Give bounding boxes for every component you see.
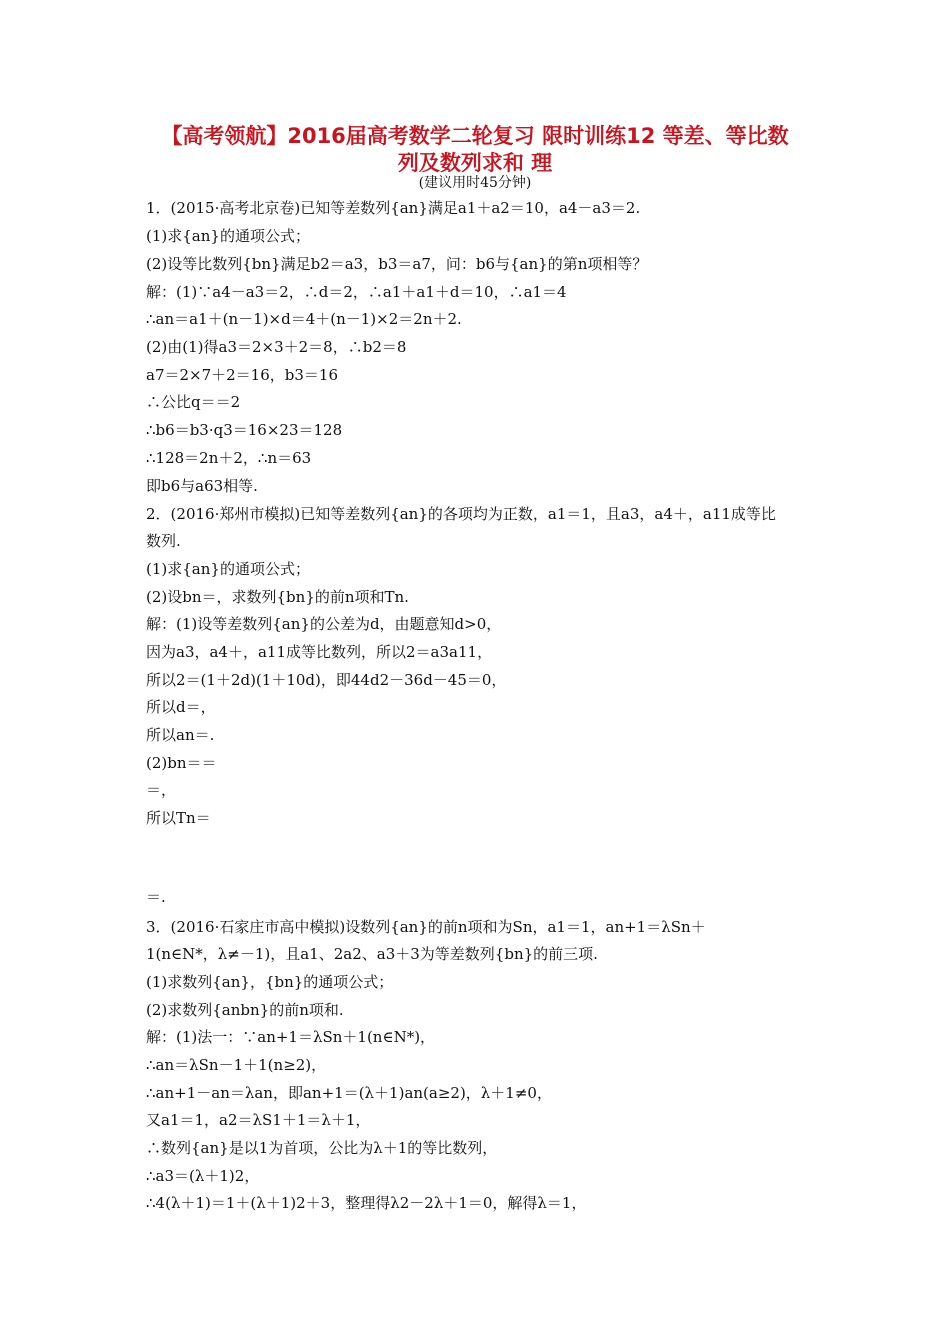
text-line: ∴b6＝b3·q3＝16×23＝128 [146,421,343,439]
text-line: 解：(1)设等差数列{an}的公差为d，由题意知d>0， [146,615,502,633]
text-line: (1)求{an}的通项公式； [146,227,310,245]
text-line: 1．(2015·高考北京卷)已知等差数列{an}满足a1＋a2＝10，a4－a3＝2. [146,199,641,217]
text-line: 所以an＝. [146,726,215,744]
text-line: (2)由(1)得a3＝2×3＋2＝8，∴b2＝8 [146,338,407,356]
text-line: 1(n∈N*，λ≠－1)，且a1、2a2、a3＋3为等差数列{bn}的前三项. [146,945,598,963]
text-line: (2)设等比数列{bn}满足b2＝a3，b3＝a7，问：b6与{an}的第n项相等？ [146,255,648,273]
text-line: ＝. [146,888,166,906]
text-line: ＝， [146,781,177,799]
text-line: (1)求{an}的通项公式； [146,560,310,578]
text-line: ∴4(λ＋1)＝1＋(λ＋1)2＋3，整理得λ2－2λ＋1＝0，解得λ＝1， [146,1194,587,1212]
text-line: 因为a3，a4＋，a11成等比数列，所以2＝a3a11， [146,643,493,661]
text-line: 即b6与a63相等. [146,477,258,495]
text-line: 解：(1)∵a4－a3＝2，∴d＝2，∴a1＋a1＋d＝10，∴a1＝4 [146,283,567,301]
text-line: ∴公比q＝＝2 [146,393,241,411]
document-title-line-2: 列及数列求和 理 [397,151,553,175]
document-title-line-1: 【高考领航】2016届高考数学二轮复习 限时训练12 等差、等比数 [161,124,789,148]
text-line: 所以d＝， [146,698,216,716]
text-line: ∴数列{an}是以1为首项，公比为λ＋1的等比数列， [146,1139,498,1157]
text-line: (2)设bn＝，求数列{bn}的前n项和Tn. [146,588,409,606]
text-line: (2)bn＝＝ [146,754,217,772]
text-line: 3．(2016·石家庄市高中模拟)设数列{an}的前n项和为Sn，a1＝1，an+1＝λSn＋ [146,918,706,936]
text-line: ∴an＝a1＋(n－1)×d＝4＋(n－1)×2＝2n＋2. [146,310,462,328]
text-line: (1)求数列{an}，{bn}的通项公式； [146,973,394,991]
text-line: ∴128＝2n＋2，∴n＝63 [146,449,312,467]
text-line: ∴an＝λSn－1＋1(n≥2)， [146,1056,327,1074]
text-line: a7＝2×7＋2＝16，b3＝16 [146,366,339,384]
text-line: 所以2＝(1＋2d)(1＋10d)，即44d2－36d－45＝0， [146,671,507,689]
text-line: 又a1＝1，a2＝λS1＋1＝λ＋1， [146,1111,371,1129]
text-line: 数列. [146,532,181,550]
text-line: ∴a3＝(λ＋1)2， [146,1167,260,1185]
text-line: 所以Tn＝ [146,809,211,827]
text-line: ∴an+1－an＝λan，即an+1＝(λ＋1)an(a≥2)，λ＋1≠0， [146,1084,552,1102]
suggested-time: (建议用时45分钟) [418,175,532,191]
text-line: 2．(2016·郑州市模拟)已知等差数列{an}的各项均为正数，a1＝1，且a3，a4＋，a11成等比 [146,505,776,523]
text-line: (2)求数列{anbn}的前n项和. [146,1001,344,1019]
text-line: 解：(1)法一：∵an+1＝λSn＋1(n∈N*)， [146,1028,436,1046]
